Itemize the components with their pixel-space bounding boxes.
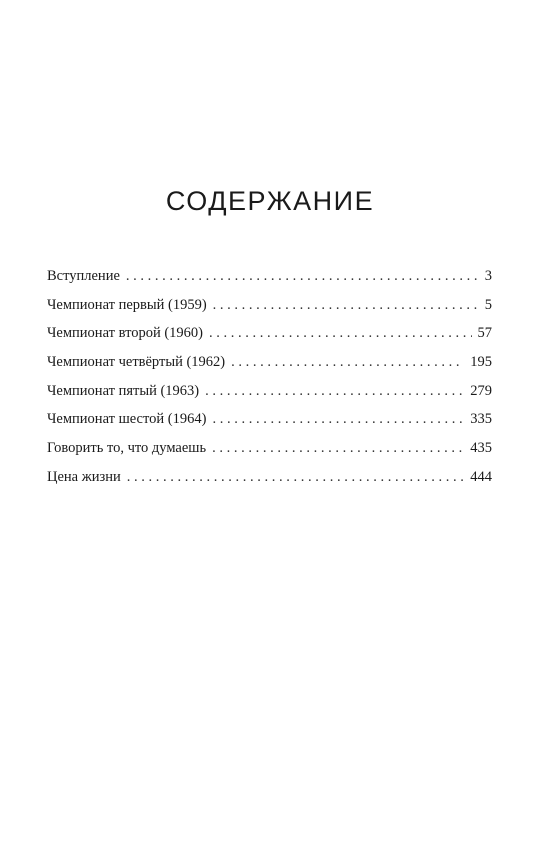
page-title: СОДЕРЖАНИЕ	[165, 186, 375, 216]
toc-entry-page-number: 57	[477, 325, 492, 342]
toc-entry-page-number: 335	[470, 411, 492, 428]
dot-leader	[213, 297, 479, 314]
toc-entry-label: Вступление	[47, 268, 120, 284]
toc-entry	[47, 440, 492, 469]
toc-entry-label: Говорить то, что думаешь	[47, 440, 207, 457]
dot-leader	[127, 469, 464, 486]
dot-leader	[209, 325, 471, 342]
toc-entry-label: Чемпионат пятый (1963)	[47, 382, 200, 399]
dot-leader	[212, 440, 464, 457]
toc-entry	[47, 411, 492, 440]
dot-leader	[126, 268, 479, 285]
toc-entry	[47, 469, 492, 498]
toc-entry-label: Чемпионат первый (1959)	[47, 296, 207, 313]
toc-entry-page-number: 279	[470, 382, 492, 399]
toc-entry	[47, 268, 492, 297]
toc-entry-page-number: 444	[470, 468, 492, 485]
toc-entry	[47, 383, 492, 412]
toc-entry-page-number: 5	[484, 296, 492, 313]
toc-entry-page-number: 3	[484, 268, 492, 284]
toc-entry	[47, 354, 492, 383]
table-of-contents	[47, 268, 492, 498]
toc-entry-label: Чемпионат четвёртый (1962)	[47, 354, 226, 371]
toc-entry	[47, 297, 492, 326]
dot-leader	[205, 383, 464, 400]
toc-entry-label: Чемпионат второй (1960)	[47, 325, 204, 342]
toc-entry-page-number: 195	[470, 354, 492, 371]
toc-entry	[47, 325, 492, 354]
dot-leader	[231, 354, 464, 371]
toc-entry-label: Чемпионат шестой (1964)	[47, 411, 207, 428]
toc-entry-page-number: 435	[470, 440, 492, 457]
toc-entry-label: Цена жизни	[47, 468, 121, 485]
dot-leader	[212, 411, 464, 428]
